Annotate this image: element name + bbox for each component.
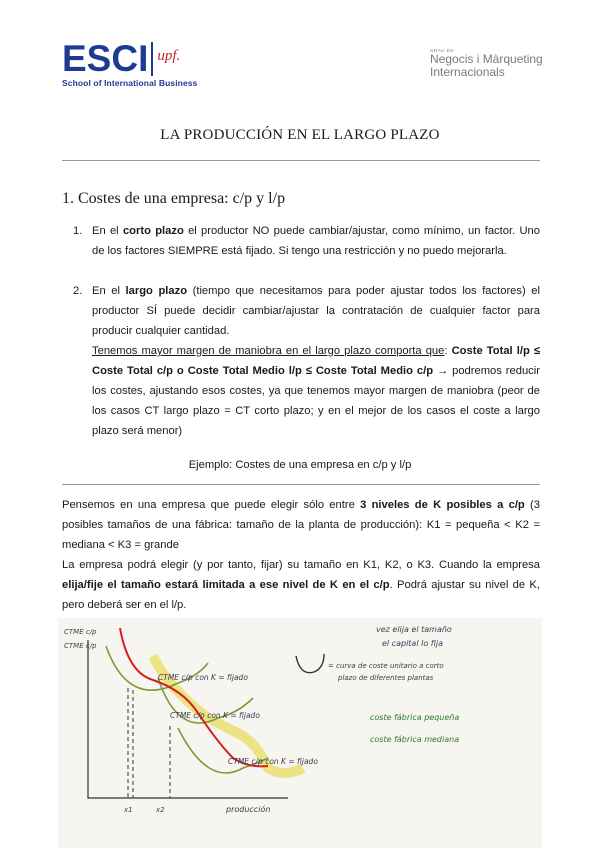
legend-u-line-1: = curva de coste unitario a corto	[328, 662, 444, 670]
logo-divider	[151, 42, 153, 76]
y-label-2: CTME c/p	[64, 642, 97, 650]
example-paragraph-2: La empresa podrá elegir (y por tanto, fijar) su tamaño en K1, K2, o K3. Cuando la empresa elija/fije el tamaño estará limitada a ese nivel de K en el c/p. Podrá ajustar su nivel de K, pero deberá ser en el l/p.	[62, 559, 541, 611]
degree-line-2: Internacionals	[430, 65, 505, 79]
tick-x1: x1	[124, 806, 133, 814]
header	[0, 0, 600, 110]
y-label-1: CTME c/p	[64, 628, 97, 636]
example-title: Ejemplo: Costes de una empresa en c/p y l/p	[188, 459, 412, 471]
lrac-curve	[120, 628, 268, 766]
esci-logo	[62, 38, 198, 88]
degree-line-1: Negocis i Màrqueting	[430, 52, 543, 66]
note-line-2: el capital lo fija	[382, 639, 444, 648]
example-paragraph-1: Pensemos en una empresa que puede elegir sólo entre 3 niveles de K posibles a c/p (3 posibles tamaños de una fábrica: tamaño de la planta de producción): K1 = pequeña < K2 = mediana < K3 = grande	[62, 499, 540, 551]
curve-label-3: CTME c/p con K = fijado	[228, 757, 318, 766]
logo-upf: upf.	[157, 48, 181, 64]
legend-u-line-2: plazo de diferentes plantas	[338, 674, 434, 682]
logo-subtitle: School of International Business	[62, 78, 198, 88]
tick-x2: x2	[156, 806, 165, 814]
section-heading: 1. Costes de una empresa: c/p y l/p	[62, 190, 286, 207]
curve-label-1: CTME c/p con K = fijado	[158, 673, 248, 682]
logo-text: ESCI	[62, 38, 149, 79]
page-title: LA PRODUCCIÓN EN EL LARGO PLAZO	[160, 127, 440, 143]
green-note-1: coste fábrica pequeña	[370, 713, 460, 722]
degree-small-label: GRAU EN	[430, 48, 455, 53]
example-divider	[62, 484, 540, 485]
curve-label-2: CTME c/p con K = fijado	[170, 711, 260, 720]
x-axis-label: producción	[226, 805, 271, 814]
u-shape-icon	[296, 654, 324, 673]
list-item-short-run: En el corto plazo el productor NO puede cambiar/ajustar, como mínimo, un factor. Uno de los factores SIEMPRE está fijado. Si tengo una restricción y no puedo mejorarla.	[92, 225, 540, 257]
degree-logo	[430, 48, 543, 79]
list-item-long-run: En el largo plazo (tiempo que necesitamos para poder ajustar todos los factores) el productor SÍ puede decidir cambiar/ajustar la contratación de cualquier factor para producir cualquier cantidad. Tenemos mayor margen de maniobra en el largo plazo comporta que: Coste Total l/p ≤ Coste Total c/p o Coste Total Medio l/p ≤ Coste Total Medio c/p → podremos reducir los costes, ajustando esos costes, ya que tenemos mayor margen de maniobra (peor de los casos CT largo plazo = CT corto plazo; y en el mejor de los casos el coste a largo plazo será menor)	[92, 285, 541, 437]
title-divider	[62, 160, 540, 161]
handwritten-cost-figure	[58, 618, 542, 848]
green-note-2: coste fábrica mediana	[370, 735, 460, 744]
cost-curves-sketch	[58, 618, 542, 848]
note-line-1: vez elija el tamaño	[376, 625, 452, 634]
list-number-1: 1.	[73, 225, 83, 237]
list-number-2: 2.	[73, 285, 83, 297]
